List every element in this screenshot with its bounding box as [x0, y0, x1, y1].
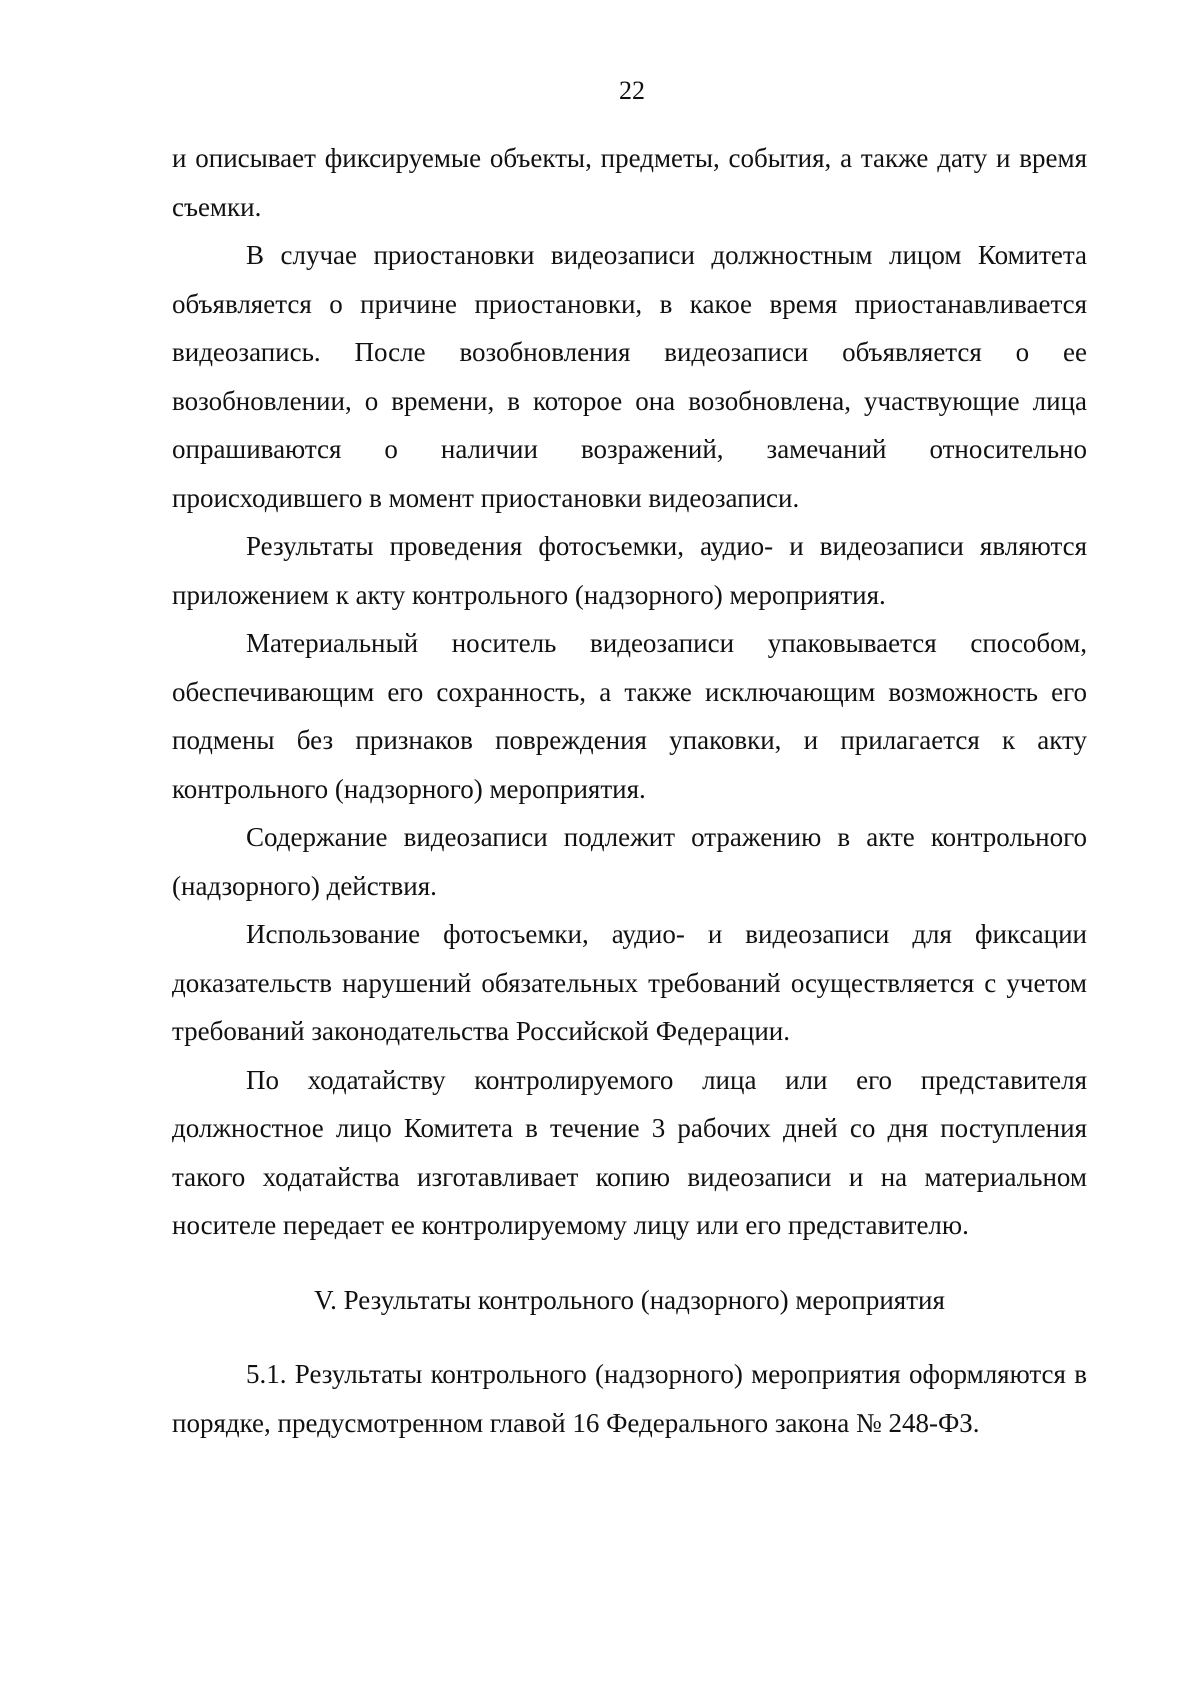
paragraph-video-suspension: В случае приостановки видеозаписи должностным лицом Комитета объявляется о причине приостановки, в какое время приостанавливается видеозапись. После возобновления видеозаписи объявляется о ее возобновлении, о времени, в которое она возобновлена, участвующие лица опрашиваются о наличии возражений, замечаний относительно происходившего в момент приостановки видеозаписи.	[172, 240, 1087, 513]
paragraph-evidence-use: Использование фотосъемки, аудио- и видеозаписи для фиксации доказательств нарушений обязательных требований осуществляется с учетом требований законодательства Российской Федерации.	[172, 919, 1087, 1046]
paragraph-video-content: Содержание видеозаписи подлежит отражению в акте контрольного (надзорного) действия.	[172, 822, 1087, 901]
paragraph-copy-request: По ходатайству контролируемого лица или его представителя должностное лицо Комитета в течение 3 рабочих дней со дня поступления такого ходатайства изготавливает копию видеозаписи и на материальном носителе передает ее контролируемому лицу или его представителю.	[172, 1064, 1087, 1240]
paragraph-5-1: 5.1. Результаты контрольного (надзорного) мероприятия оформляются в порядке, предусмотренном главой 16 Федерального закона № 248-ФЗ.	[172, 1359, 1087, 1438]
paragraph-storage-medium: Материальный носитель видеозаписи упаковывается способом, обеспечивающим его сохранность, а также исключающим возможность его подмены без признаков повреждения упаковки, и прилагается к акту контрольного (надзорного) мероприятия.	[172, 628, 1087, 804]
page-number: 22	[619, 76, 645, 105]
document-body	[172, 134, 1087, 1447]
paragraph-continuation: и описывает фиксируемые объекты, предметы, события, а также дату и время съемки.	[172, 143, 1087, 222]
section-heading: V. Результаты контрольного (надзорного) мероприятия	[314, 1284, 945, 1315]
paragraph-recording-results: Результаты проведения фотосъемки, аудио- и видеозаписи являются приложением к акту контрольного (надзорного) мероприятия.	[172, 531, 1087, 610]
